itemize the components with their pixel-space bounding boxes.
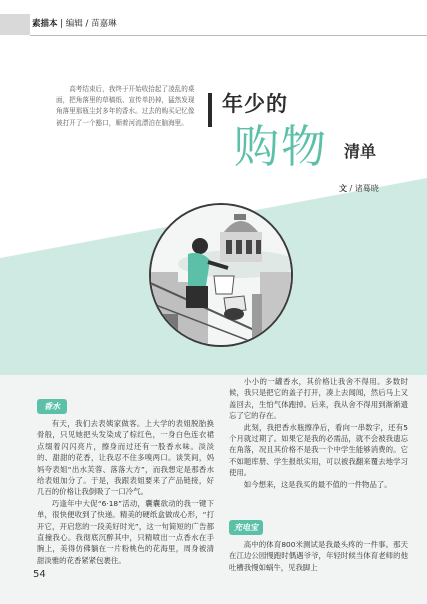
section-icon-powerbank: 充电宝	[229, 520, 263, 535]
paragraph: 巧逢年中大促“6·18”活动，囊囊欲动的我一键下单，很快便收到了快递。精美的硬纸盒做成心形，“打开它，开启您的一段美好时光”，这一句简短的广告都直撞我心。我彻底沉醉其中，只精喷出一点香水在手腕上，美得仿佛躺在一片粉桃色的花海里，周身被清甜淡雅的花香紧紧包裹住。	[37, 498, 214, 565]
paragraph: 高中的体育800米测试是我最头疼的一件事。那天在江边公园慢跑时偶遇爷爷，年轻时候当体育老师的他吐槽我慢如蜗牛，见我脚上	[229, 540, 408, 572]
header-bar	[0, 14, 30, 35]
right-column-section2	[229, 520, 408, 573]
editor-credit: 编辑 / 苗嘉琳	[65, 19, 117, 29]
column-name: 素描本	[32, 19, 58, 29]
author-line	[339, 183, 379, 194]
paragraph: 有天，我们去表姨家做客。上大学的表姐脱胎换骨般，只见她把头发染成了棕红色，一身白色连衣裙点缀着闪闪亮片，擦身而过还有一股香水味。淡淡的、甜甜的花香，让我忍不住多嗅两口。谈笑间，妈妈夸表姐“出水芙蓉、落落大方”，而我想定是那香水给表姐加分了。于是，我跟表姐要来了产品链接，好几百的价格让我倒吸了一口冷气。	[37, 419, 214, 497]
page-header	[0, 14, 427, 36]
header-separator: |	[60, 19, 64, 29]
title-big: 购物	[234, 120, 329, 173]
author-slash: /	[349, 184, 353, 193]
title-accent-bar	[208, 93, 212, 127]
header-rule	[30, 35, 427, 36]
paragraph: 此刻，我把香水瓶擦净后，看向一串数字，还有5个月就过期了。如果它是我的必需品，就不会被我遗忘在角落，况且其价格不是我一个中学生能够消费的。它不如题库册、学生报纸实用，可以被我翻来覆去地学习使用。	[229, 422, 408, 478]
section-icon-perfume: 香水	[37, 399, 67, 414]
right-column	[229, 376, 408, 490]
page-number: 54	[33, 569, 46, 580]
author-name: 诸蓦晓	[354, 184, 379, 193]
title-line1: 年少的	[222, 92, 288, 116]
intro-text: 高考结束后，我终于开始收拾起了凌乱的桌面，把角落里的草稿纸、宣传单扔掉，猛然发现角落里那瓶尘封多年的香水。过去的购买记忆像被打开了一个豁口，顺着河流漂泊在脑海里。	[56, 85, 195, 127]
illustration	[148, 202, 294, 348]
author-label: 文	[339, 184, 347, 193]
left-column	[37, 399, 214, 566]
paragraph: 小小的一罐香水，其价格让我舍不得用。多数时候，我只是把它的盖子打开，凑上去闻闻，然后马上又盖回去，生怕气体跑掉。后来，我从舍不得用到渐渐遗忘了它的存在。	[229, 377, 408, 421]
title-small: 清单	[344, 142, 377, 161]
paragraph: 如今想来，这是我买的最不值的一件物品了。	[243, 479, 392, 489]
header-text	[32, 17, 117, 29]
